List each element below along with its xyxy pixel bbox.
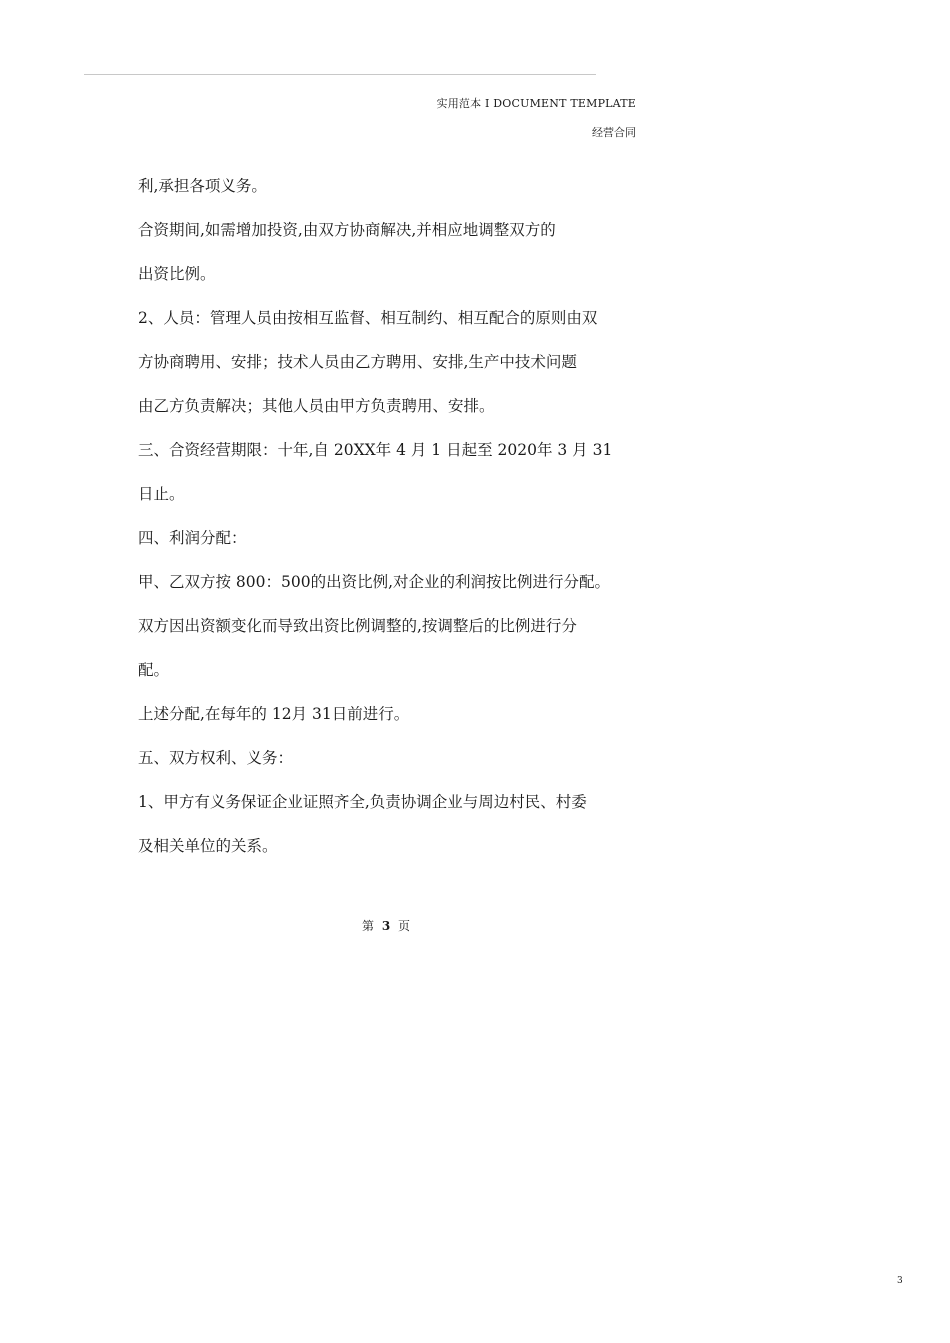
page-prefix: 第 <box>361 919 374 933</box>
body-line: 三、合资经营期限：十年,自 20XX年 4 月 1 日起至 2020年 3 月 31 <box>138 441 613 459</box>
body-line: 四、利润分配： <box>138 529 247 547</box>
body-line: 方协商聘用、安排；技术人员由乙方聘用、安排,生产中技术问题 <box>138 353 577 371</box>
body-line: 由乙方负责解决；其他人员由甲方负责聘用、安排。 <box>138 397 495 415</box>
body-line: 及相关单位的关系。 <box>138 837 278 855</box>
body-line: 合资期间,如需增加投资,由双方协商解决,并相应地调整双方的 <box>138 221 556 239</box>
header-title: 实用范本 I DOCUMENT TEMPLATE <box>436 97 636 110</box>
body-line: 双方因出资额变化而导致出资比例调整的,按调整后的比例进行分 <box>138 617 577 635</box>
body-line: 1、甲方有义务保证企业证照齐全,负责协调企业与周边村民、村委 <box>138 793 587 811</box>
page-number: 3 <box>381 919 391 933</box>
document-body <box>138 166 638 870</box>
body-line: 五、双方权利、义务： <box>138 749 294 767</box>
corner-page-number: 3 <box>897 1276 903 1286</box>
body-line: 甲、乙双方按 800：500的出资比例,对企业的利润按比例进行分配。 <box>138 573 611 591</box>
page-indicator <box>0 917 772 934</box>
page-suffix: 页 <box>398 919 411 933</box>
body-line: 日止。 <box>138 485 185 503</box>
body-line: 出资比例。 <box>138 265 216 283</box>
header-subtitle: 经营合同 <box>592 126 636 139</box>
body-line: 配。 <box>138 661 170 679</box>
body-line: 2、人员：管理人员由按相互监督、相互制约、相互配合的原则由双 <box>138 309 598 327</box>
header-divider <box>84 74 596 75</box>
body-line: 利,承担各项义务。 <box>138 177 267 195</box>
body-line: 上述分配,在每年的 12月 31日前进行。 <box>138 705 410 723</box>
